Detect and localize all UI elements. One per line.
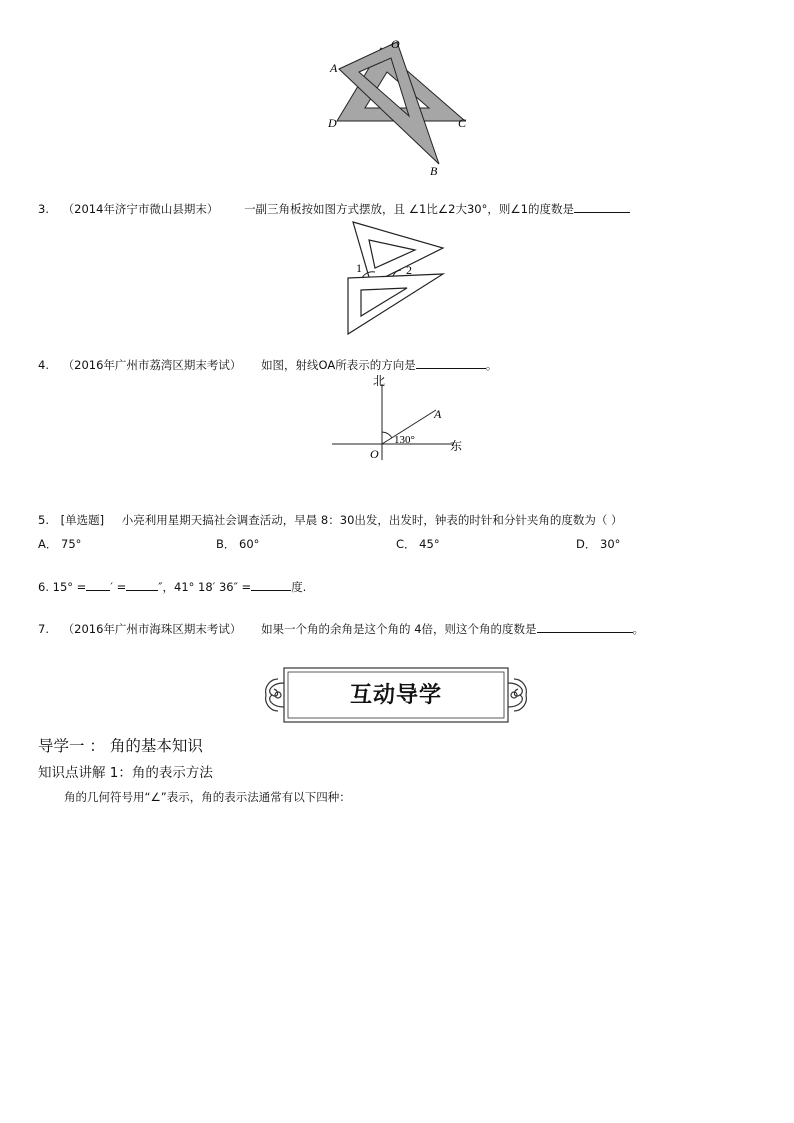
banner — [262, 665, 530, 725]
q4-text: 如图，射线OA所表示的方向是 — [261, 358, 416, 372]
q6-part-3: ″，41° 18′ 36″ = — [158, 580, 252, 594]
question-5 — [38, 512, 623, 528]
direction-figure — [328, 372, 474, 464]
q4-source: （2016年广州市荔湾区期末考试） — [62, 358, 242, 372]
angle-1-label: 1 — [356, 261, 362, 275]
point-a-label: A — [434, 407, 442, 421]
q5-option-c[interactable]: C． 45° — [396, 537, 440, 551]
section-heading: 导学一 ： 角的基本知识 — [38, 737, 203, 755]
label-d: D — [328, 116, 337, 130]
q6-blank-1 — [86, 578, 110, 591]
east-label: 东 — [450, 439, 463, 453]
origin-label: O — [370, 447, 379, 461]
q7-source: （2016年广州市海珠区期末考试） — [62, 622, 242, 636]
q7-text: 如果一个角的余角是这个角的 4倍，则这个角的度数是 — [261, 622, 537, 636]
label-b: B — [430, 164, 438, 178]
q6-part-4: 度. — [291, 580, 307, 594]
question-4 — [38, 356, 497, 373]
angle-130-label: 130° — [394, 434, 415, 446]
q3-number: 3. — [38, 202, 49, 216]
q5-option-a[interactable]: A． 75° — [38, 537, 82, 551]
question-6 — [38, 578, 306, 595]
q7-answer-blank — [537, 620, 633, 633]
q4-number: 4. — [38, 358, 49, 372]
section-subheading: 知识点讲解 1：角的表示方法 — [38, 765, 213, 781]
angle-2-label: 2 — [406, 263, 412, 277]
q5-option-d[interactable]: D． 30° — [576, 537, 621, 551]
triangle-rulers-figure — [325, 36, 475, 178]
section-paragraph: 角的几何符号用“∠”表示，角的表示法通常有以下四种： — [64, 790, 351, 804]
north-label: 北 — [373, 374, 386, 388]
q6-blank-2 — [126, 578, 158, 591]
q6-part-2: ′ = — [110, 580, 127, 594]
q3-text: 一副三角板按如图方式摆放，且 ∠1比∠2大30°，则∠1的度数是 — [244, 202, 574, 216]
q4-answer-blank — [416, 356, 486, 369]
q7-number: 7. — [38, 622, 49, 636]
label-c: C — [458, 116, 467, 130]
q7-end: 。 — [632, 622, 645, 636]
q3-answer-blank — [574, 200, 630, 213]
q6-blank-3 — [251, 578, 291, 591]
q5-option-b[interactable]: B． 60° — [216, 537, 260, 551]
q5-number: 5. — [38, 513, 49, 527]
label-o: O — [391, 37, 400, 51]
label-a: A — [330, 61, 338, 75]
q5-text: 小亮利用星期天搞社会调查活动，早晨 8：30出发，出发时，钟表的时针和分针夹角的度数为（ ） — [121, 513, 623, 527]
q6-part-1: 6. 15° = — [38, 580, 87, 594]
q3-source: （2014年济宁市微山县期末） — [62, 202, 219, 216]
question-3 — [38, 200, 630, 217]
question-7 — [38, 620, 644, 637]
q4-end: 。 — [485, 358, 498, 372]
triangle-rulers-figure-2 — [345, 216, 451, 338]
q5-tag: [单选题] — [60, 513, 105, 527]
banner-title: 互动导学 — [349, 682, 442, 708]
